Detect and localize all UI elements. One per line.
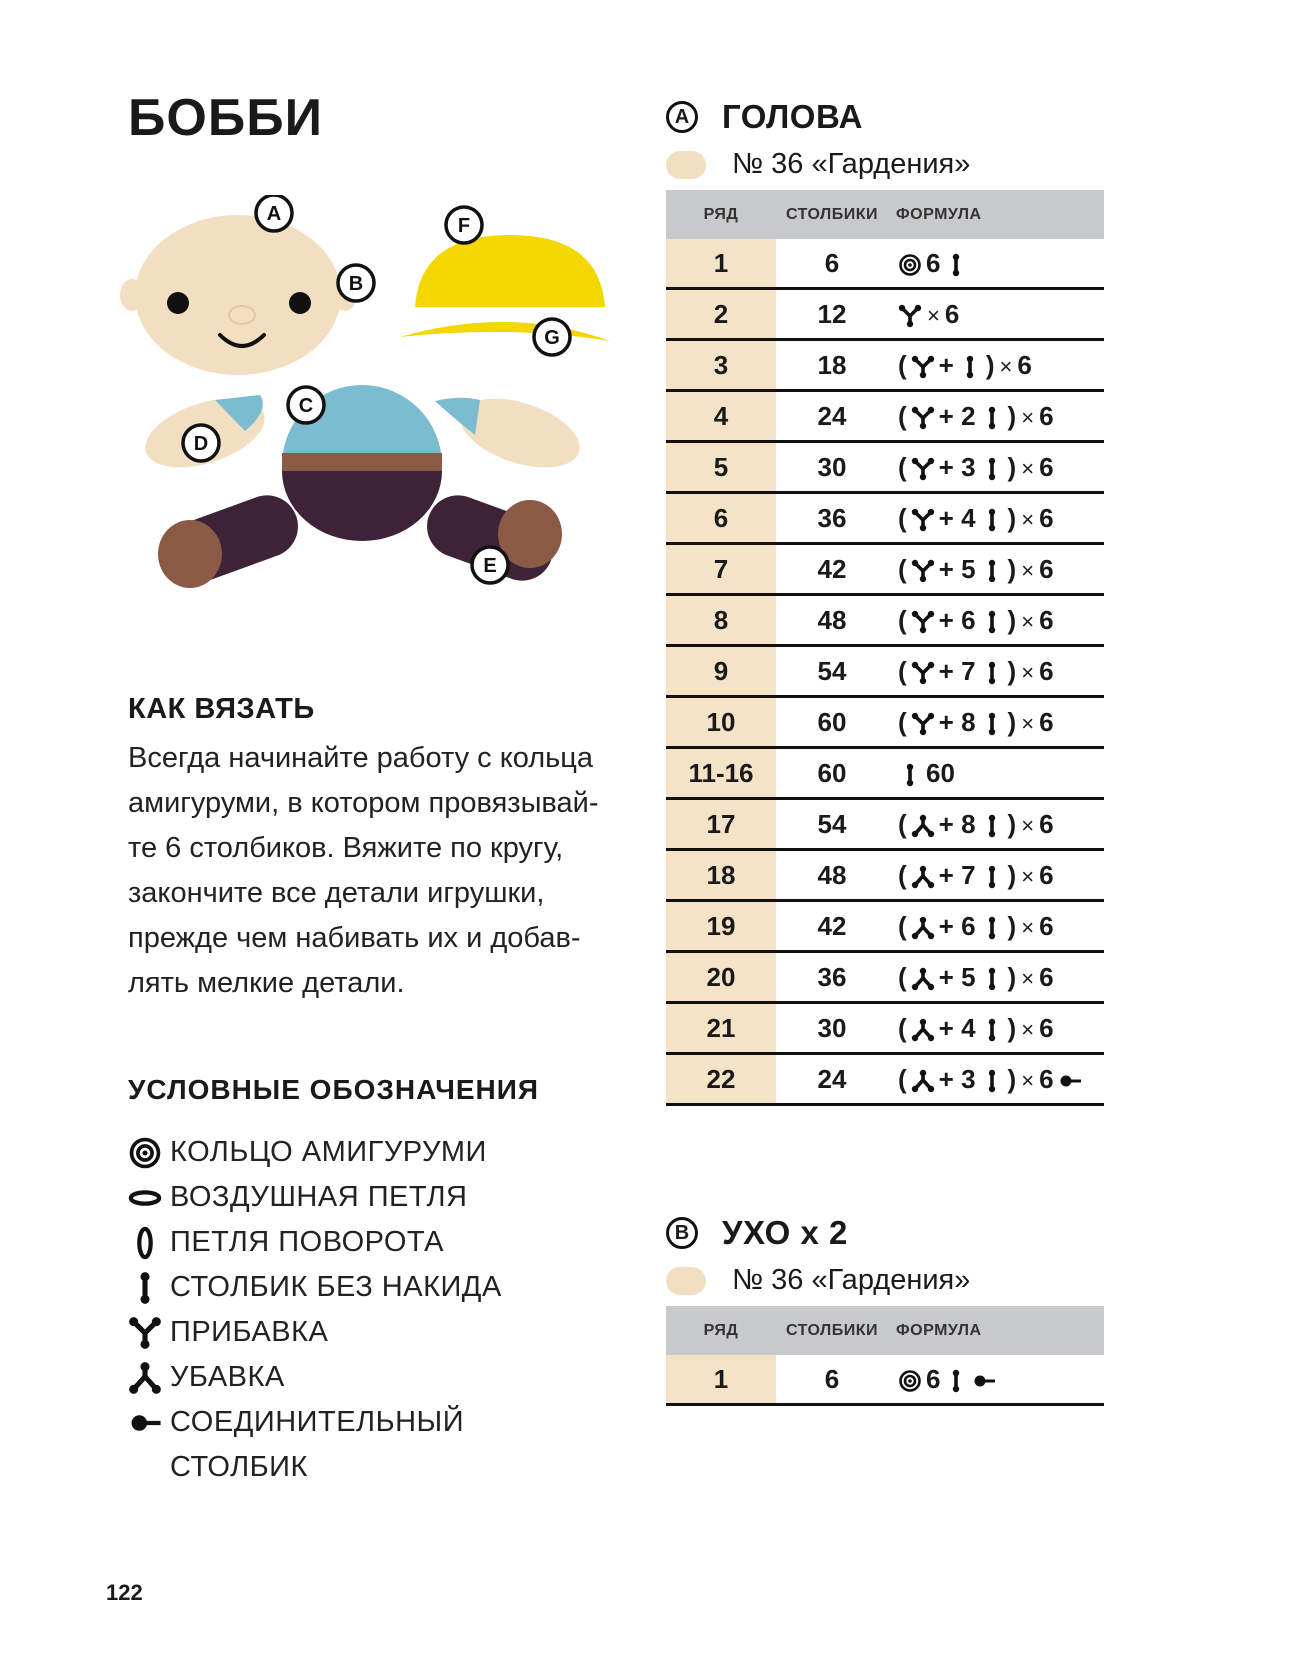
formula-text: + 2 — [938, 400, 976, 431]
yarn-label: № 36 «Гардения» — [732, 1264, 971, 1296]
stitch-count: 18 — [776, 340, 888, 391]
yarn-swatch — [666, 1267, 706, 1295]
stitch-formula — [888, 952, 1104, 1003]
section-badge: A — [666, 101, 698, 133]
formula-text: ( — [898, 808, 907, 839]
stitch-count: 6 — [776, 239, 888, 289]
formula-text: 6 — [1039, 400, 1054, 431]
stitch-count: 30 — [776, 442, 888, 493]
formula-text: ) — [1007, 655, 1017, 686]
turning-chain-icon — [128, 1223, 170, 1263]
stitch-formula — [888, 850, 1104, 901]
multiply-icon: × — [1021, 608, 1035, 634]
formula-text: + 7 — [938, 655, 976, 686]
formula-text: 60 — [926, 757, 955, 788]
increase-icon — [911, 452, 935, 482]
table-row — [666, 850, 1104, 901]
part-label: E — [483, 555, 497, 577]
formula-text: 6 — [1039, 1063, 1054, 1094]
page-title: БОББИ — [128, 89, 323, 147]
stitch-count: 36 — [776, 493, 888, 544]
formula-text: ) — [1007, 451, 1017, 482]
formula-text: 6 — [1039, 553, 1054, 584]
stitch-count: 42 — [776, 544, 888, 595]
multiply-icon: × — [1021, 710, 1035, 736]
formula-text: 6 — [1039, 1012, 1054, 1043]
row-number: 4 — [666, 391, 776, 442]
single-crochet-icon — [980, 860, 1004, 890]
column-header-count: СТОЛБИКИ — [776, 190, 888, 239]
legend-item — [128, 1130, 502, 1175]
formula-text: 6 — [944, 298, 960, 329]
row-number: 5 — [666, 442, 776, 493]
how-to-line: закончите все детали игрушки, — [128, 877, 545, 909]
stitch-formula — [888, 493, 1104, 544]
row-number: 21 — [666, 1003, 776, 1054]
table-row — [666, 697, 1104, 748]
multiply-icon: × — [1021, 1016, 1035, 1042]
multiply-icon: × — [1021, 557, 1035, 583]
stitch-count: 24 — [776, 391, 888, 442]
table-row — [666, 748, 1104, 799]
formula-text: ( — [898, 553, 907, 584]
legend-label: СОЕДИНИТЕЛЬНЫЙ — [170, 1406, 465, 1438]
stitch-count: 48 — [776, 595, 888, 646]
stitch-formula — [888, 1054, 1104, 1105]
single-crochet-icon — [980, 1013, 1004, 1043]
row-number: 2 — [666, 289, 776, 340]
table-row — [666, 952, 1104, 1003]
single-crochet-icon — [980, 554, 1004, 584]
how-to-line: амигуруми, в котором провязывай- — [128, 787, 599, 819]
formula-text: 6 — [926, 247, 941, 278]
single-crochet-icon — [958, 350, 982, 380]
increase-icon — [911, 656, 935, 686]
column-header-formula: ФОРМУЛА — [888, 1306, 1104, 1355]
single-crochet-icon — [980, 962, 1004, 992]
formula-text: ( — [898, 349, 907, 380]
legend-item — [128, 1445, 502, 1490]
decrease-icon — [911, 911, 935, 941]
row-number: 17 — [666, 799, 776, 850]
stitch-count: 48 — [776, 850, 888, 901]
increase-icon — [911, 350, 935, 380]
magic-ring-icon — [898, 1364, 922, 1394]
formula-text: + 5 — [938, 553, 976, 584]
legend-item — [128, 1355, 502, 1400]
section-head — [666, 98, 970, 181]
slip-stitch-icon — [128, 1403, 170, 1443]
yarn-info — [666, 148, 970, 181]
multiply-icon: × — [1021, 863, 1035, 889]
section-head — [666, 1214, 970, 1297]
increase-icon — [911, 401, 935, 431]
single-crochet-icon — [980, 911, 1004, 941]
formula-text: 6 — [1039, 655, 1054, 686]
multiply-icon: × — [1021, 455, 1035, 481]
formula-text: ) — [1007, 706, 1017, 737]
stitch-formula — [888, 239, 1104, 289]
formula-text: ) — [985, 349, 995, 380]
row-number: 18 — [666, 850, 776, 901]
stitch-formula — [888, 646, 1104, 697]
decrease-icon — [911, 962, 935, 992]
row-number: 10 — [666, 697, 776, 748]
formula-text: + 3 — [938, 451, 976, 482]
stitch-count: 60 — [776, 748, 888, 799]
increase-icon — [911, 605, 935, 635]
stitch-count: 36 — [776, 952, 888, 1003]
legend-label: ПЕТЛЯ ПОВОРОТА — [170, 1226, 444, 1258]
formula-text: ( — [898, 961, 907, 992]
stitch-count: 60 — [776, 697, 888, 748]
part-label: B — [348, 273, 364, 295]
section-badge: B — [666, 1217, 698, 1249]
row-number: 19 — [666, 901, 776, 952]
cap-part — [400, 235, 610, 341]
table-row — [666, 901, 1104, 952]
right-arm-part — [435, 385, 588, 480]
section-title: УХО x 2 — [722, 1214, 848, 1251]
legend-label: СТОЛБИК — [170, 1451, 308, 1483]
increase-icon — [911, 503, 935, 533]
row-number: 3 — [666, 340, 776, 391]
single-crochet-icon — [980, 1064, 1004, 1094]
decrease-icon — [128, 1358, 170, 1398]
table-row — [666, 544, 1104, 595]
legend-item — [128, 1175, 502, 1220]
section-title: ГОЛОВА — [722, 98, 863, 135]
legend-label: ПРИБАВКА — [170, 1316, 329, 1348]
increase-icon — [911, 707, 935, 737]
stitch-formula — [888, 697, 1104, 748]
column-header-row: РЯД — [666, 1306, 776, 1355]
how-to-line: те 6 столбиков. Вяжите по кругу, — [128, 832, 564, 864]
table-row — [666, 646, 1104, 697]
how-to-line: Всегда начинайте работу с кольца — [128, 742, 594, 774]
single-crochet-icon — [128, 1268, 170, 1308]
single-crochet-icon — [980, 605, 1004, 635]
part-label: C — [298, 395, 314, 417]
formula-text: ( — [898, 1063, 907, 1094]
multiply-icon: × — [1021, 1067, 1035, 1093]
formula-text: ( — [898, 1012, 907, 1043]
stitch-count: 12 — [776, 289, 888, 340]
legend-item — [128, 1265, 502, 1310]
formula-text: + 4 — [938, 1012, 976, 1043]
stitch-count: 54 — [776, 799, 888, 850]
formula-text: 6 — [1039, 808, 1054, 839]
column-header-formula: ФОРМУЛА — [888, 190, 1104, 239]
head-pattern-table — [666, 190, 1104, 1106]
formula-text: 6 — [1039, 604, 1054, 635]
increase-icon — [898, 299, 922, 329]
formula-text: 6 — [1039, 706, 1054, 737]
part-label: A — [266, 203, 282, 225]
formula-text: ( — [898, 400, 907, 431]
single-crochet-icon — [980, 503, 1004, 533]
table-row — [666, 289, 1104, 340]
multiply-icon: × — [1021, 506, 1035, 532]
formula-text: + 4 — [938, 502, 976, 533]
part-label: D — [193, 433, 209, 455]
multiply-icon: × — [1021, 404, 1035, 430]
formula-text: + 8 — [938, 706, 976, 737]
how-to-text — [128, 736, 648, 1006]
legend-label: ВОЗДУШНАЯ ПЕТЛЯ — [170, 1181, 468, 1213]
chain-stitch-icon — [128, 1178, 170, 1218]
part-label: G — [544, 327, 560, 349]
slip-stitch-icon — [972, 1364, 996, 1394]
formula-text: ( — [898, 655, 907, 686]
formula-text: 6 — [1039, 961, 1054, 992]
decrease-icon — [911, 1013, 935, 1043]
formula-text: 6 — [1039, 502, 1054, 533]
formula-text: ) — [1007, 553, 1017, 584]
formula-text: ( — [898, 910, 907, 941]
multiply-icon: × — [1021, 965, 1035, 991]
column-header-count: СТОЛБИКИ — [776, 1306, 888, 1355]
row-number: 1 — [666, 239, 776, 289]
formula-text: ( — [898, 706, 907, 737]
table-row — [666, 799, 1104, 850]
stitch-count: 42 — [776, 901, 888, 952]
table-row — [666, 595, 1104, 646]
multiply-icon: × — [1021, 914, 1035, 940]
row-number: 20 — [666, 952, 776, 1003]
legend-label: УБАВКА — [170, 1361, 285, 1393]
table-row — [666, 1355, 1104, 1405]
ear-pattern-table — [666, 1306, 1104, 1406]
multiply-icon: × — [927, 302, 940, 328]
stitch-formula — [888, 442, 1104, 493]
formula-text: ( — [898, 859, 907, 890]
magic-ring-icon — [128, 1133, 170, 1173]
formula-text: + — [938, 349, 954, 380]
decrease-icon — [911, 809, 935, 839]
multiply-icon: × — [1021, 659, 1035, 685]
formula-text: + 3 — [938, 1063, 976, 1094]
formula-text: ) — [1007, 961, 1017, 992]
part-label: F — [457, 215, 471, 237]
row-number: 7 — [666, 544, 776, 595]
table-row — [666, 493, 1104, 544]
row-number: 6 — [666, 493, 776, 544]
row-number: 9 — [666, 646, 776, 697]
yarn-label: № 36 «Гардения» — [732, 148, 971, 180]
formula-text: ) — [1007, 808, 1017, 839]
legend-label: КОЛЬЦО АМИГУРУМИ — [170, 1136, 487, 1168]
formula-text: 6 — [926, 1363, 941, 1394]
stitch-formula — [888, 901, 1104, 952]
decrease-icon — [911, 1064, 935, 1094]
stitch-formula — [888, 799, 1104, 850]
single-crochet-icon — [980, 452, 1004, 482]
stitch-formula — [888, 544, 1104, 595]
stitch-formula — [888, 340, 1104, 391]
magic-ring-icon — [898, 248, 922, 278]
stitch-count: 54 — [776, 646, 888, 697]
formula-text: ( — [898, 604, 907, 635]
multiply-icon: × — [999, 353, 1013, 379]
table-row — [666, 1054, 1104, 1105]
formula-text: 6 — [1039, 451, 1054, 482]
formula-text: ) — [1007, 604, 1017, 635]
formula-text: + 6 — [938, 910, 976, 941]
stitch-formula — [888, 391, 1104, 442]
slip-stitch-icon — [1058, 1064, 1082, 1094]
legend-item — [128, 1310, 502, 1355]
how-to-line: прежде чем набивать их и добав- — [128, 922, 581, 954]
legend-item — [128, 1220, 502, 1265]
formula-text: ) — [1007, 400, 1017, 431]
formula-text: 6 — [1039, 859, 1054, 890]
single-crochet-icon — [898, 758, 922, 788]
formula-text: ) — [1007, 502, 1017, 533]
column-header-row: РЯД — [666, 190, 776, 239]
table-row — [666, 340, 1104, 391]
formula-text: ) — [1007, 859, 1017, 890]
single-crochet-icon — [980, 401, 1004, 431]
stitch-count: 6 — [776, 1355, 888, 1405]
single-crochet-icon — [944, 1364, 968, 1394]
formula-text: ( — [898, 502, 907, 533]
row-number: 11-16 — [666, 748, 776, 799]
formula-text: ) — [1007, 910, 1017, 941]
stitch-formula — [888, 595, 1104, 646]
formula-text: ) — [1007, 1012, 1017, 1043]
legend-label: СТОЛБИК БЕЗ НАКИДА — [170, 1271, 502, 1303]
stitch-formula — [888, 748, 1104, 799]
row-number: 1 — [666, 1355, 776, 1405]
yarn-swatch — [666, 151, 706, 179]
single-crochet-icon — [980, 656, 1004, 686]
formula-text: ) — [1007, 1063, 1017, 1094]
formula-text: 6 — [1017, 349, 1032, 380]
row-number: 8 — [666, 595, 776, 646]
stitch-count: 24 — [776, 1054, 888, 1105]
stitch-formula — [888, 1003, 1104, 1054]
table-row — [666, 239, 1104, 289]
increase-icon — [128, 1313, 170, 1353]
head-part — [120, 215, 357, 375]
single-crochet-icon — [980, 707, 1004, 737]
formula-text: ( — [898, 451, 907, 482]
how-to-line: лять мелкие детали. — [128, 967, 405, 999]
increase-icon — [911, 554, 935, 584]
bobby-illustration — [120, 195, 650, 635]
single-crochet-icon — [944, 248, 968, 278]
row-number: 22 — [666, 1054, 776, 1105]
legend-title: УСЛОВНЫЕ ОБОЗНАЧЕНИЯ — [128, 1074, 540, 1105]
table-row — [666, 1003, 1104, 1054]
page-number: 122 — [106, 1580, 143, 1605]
how-to-title: КАК ВЯЗАТЬ — [128, 693, 315, 725]
formula-text: + 5 — [938, 961, 976, 992]
yarn-info — [666, 1264, 970, 1297]
legend-item — [128, 1400, 502, 1445]
formula-text: + 6 — [938, 604, 976, 635]
formula-text: + 7 — [938, 859, 976, 890]
legend-list — [128, 1130, 502, 1490]
formula-text: + 8 — [938, 808, 976, 839]
table-row — [666, 391, 1104, 442]
single-crochet-icon — [980, 809, 1004, 839]
stitch-formula — [888, 1355, 1104, 1405]
left-leg-part — [158, 487, 307, 590]
stitch-formula — [888, 289, 1104, 340]
table-row — [666, 442, 1104, 493]
formula-text: 6 — [1039, 910, 1054, 941]
decrease-icon — [911, 860, 935, 890]
stitch-count: 30 — [776, 1003, 888, 1054]
multiply-icon: × — [1021, 812, 1035, 838]
